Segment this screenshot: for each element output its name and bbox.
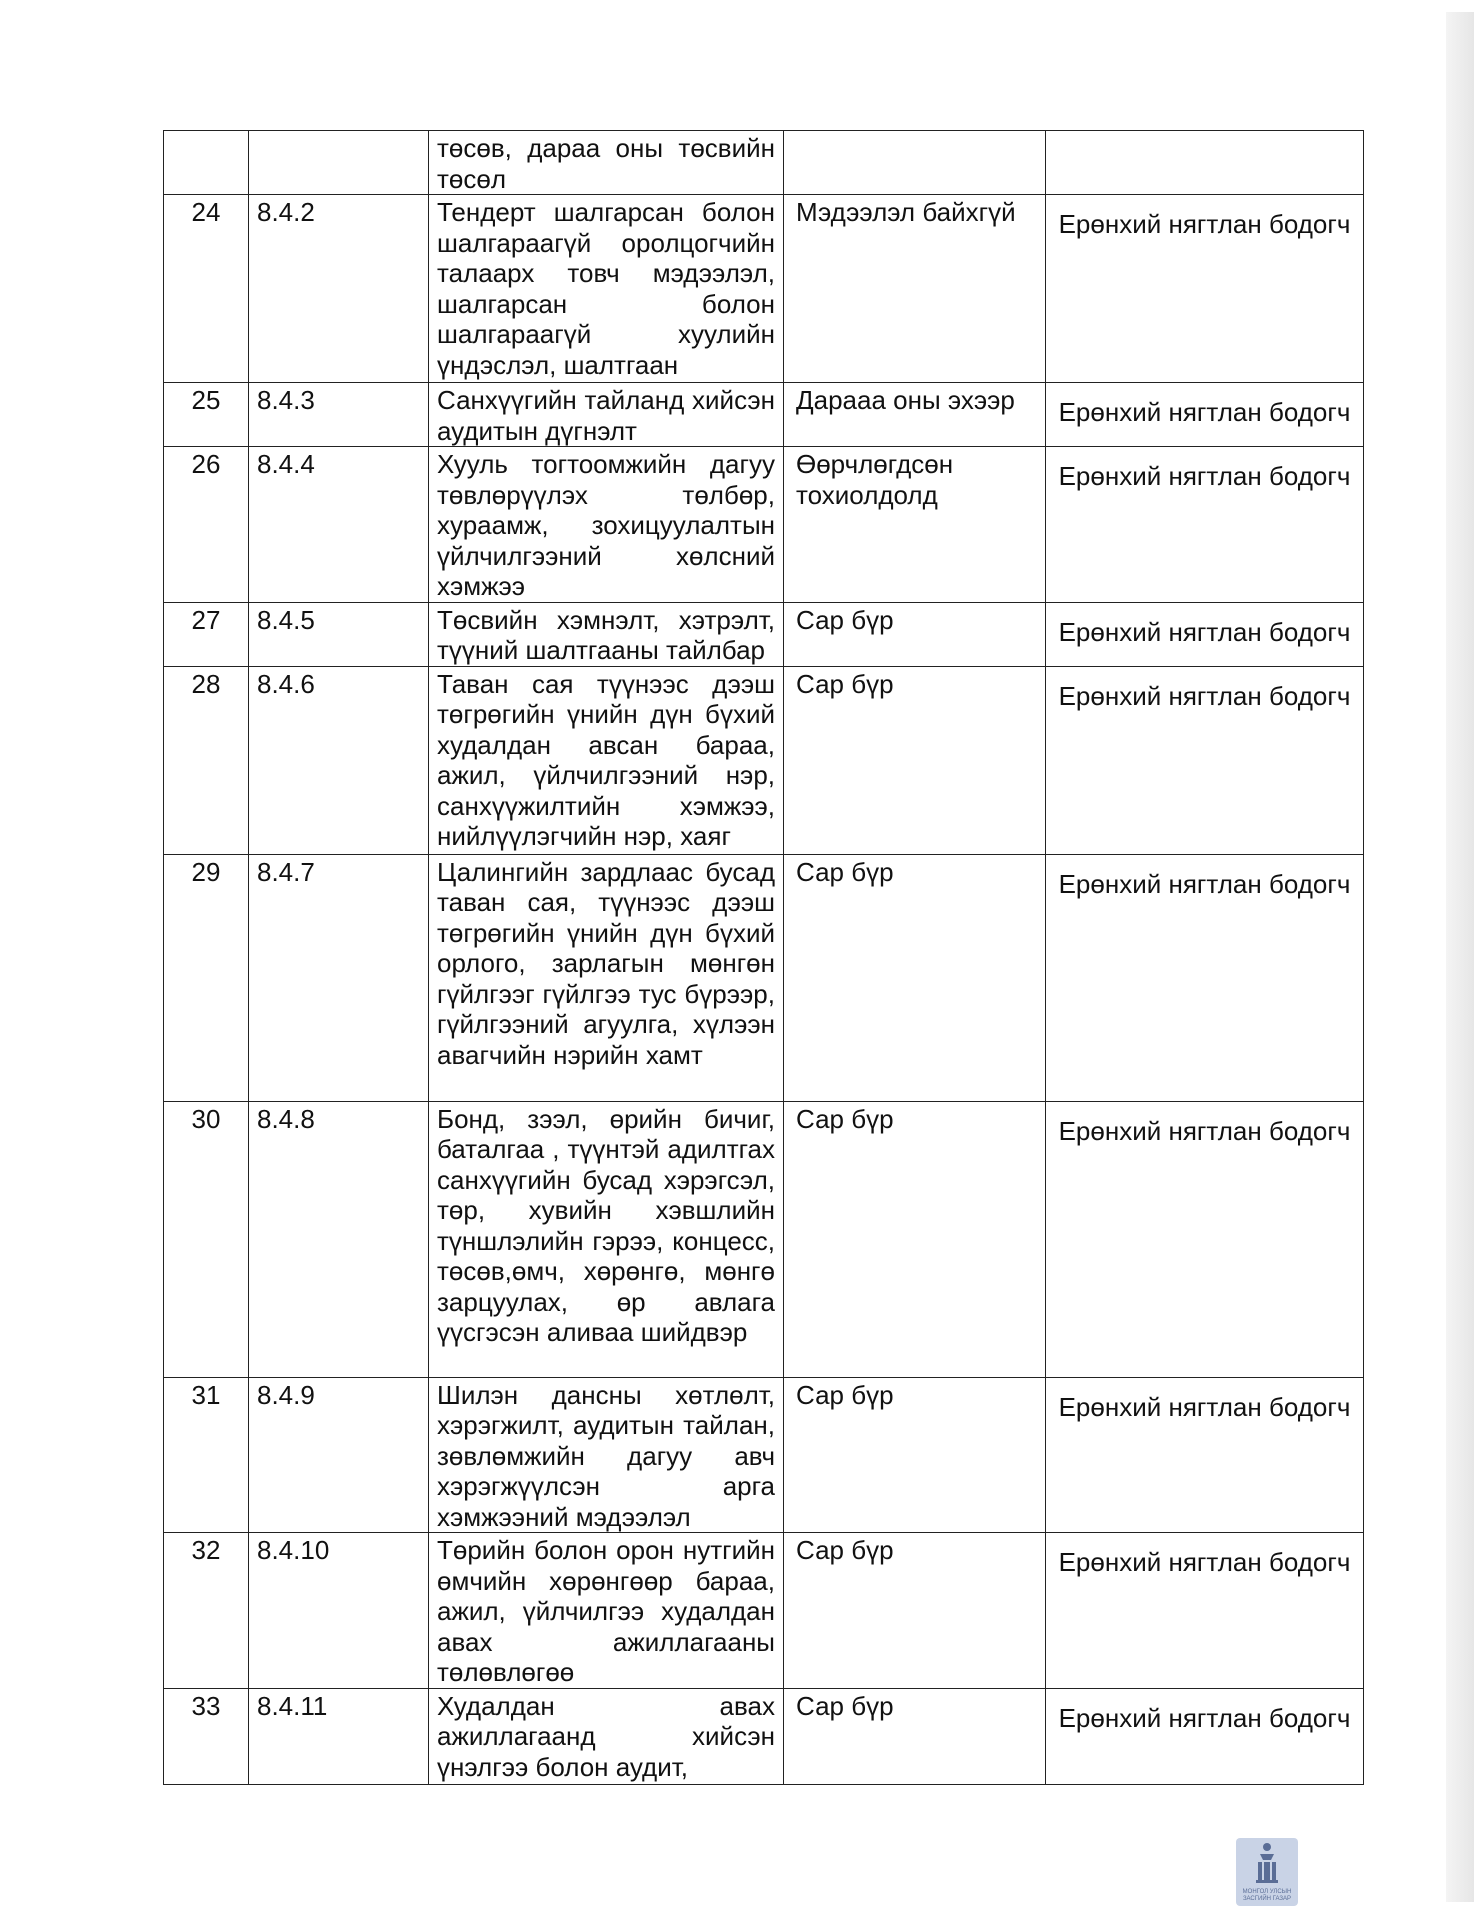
row-number: 31 (164, 1377, 249, 1533)
responsible-person: Ерөнхий нягтлан бодогч (1046, 666, 1364, 854)
frequency: Мэдээлэл байхгүй (784, 195, 1046, 383)
frequency: Сар бүр (784, 666, 1046, 854)
table-row (164, 1101, 1364, 1377)
item-description: Бонд, зээл, өрийн бичиг, баталгаа , түүнтэй адилтгах санхүүгийн бусад хэрэгсэл, төр, хувийн хэвшлийн түншлэлийн гэрээ, концесс, төсөв,өмч, хөрөнгө, мөнгө зарцуулах, өр авлага үүсгэсэн аливаа шийдвэр (429, 1101, 784, 1377)
table-row (164, 131, 1364, 195)
item-description: Санхүүгийн тайланд хийсэн аудитын дүгнэлт (429, 383, 784, 447)
item-description: Таван сая түүнээс дээш төгрөгийн үнийн дүн бүхий худалдан авсан бараа, ажил, үйлчилгээний нэр, санхүүжилтийн хэмжээ, нийлүүлэгчийн нэр, хаяг (429, 666, 784, 854)
responsible-person: Ерөнхий нягтлан бодогч (1046, 1533, 1364, 1689)
frequency: Сар бүр (784, 602, 1046, 666)
responsible-person: Ерөнхий нягтлан бодогч (1046, 602, 1364, 666)
row-number: 32 (164, 1533, 249, 1689)
item-description: Хууль тогтоомжийн дагуу төвлөрүүлэх төлбөр, хураамж, зохицуулалтын үйлчилгээний хөлсний хэмжээ (429, 447, 784, 603)
frequency: Сар бүр (784, 1533, 1046, 1689)
item-description: Тендерт шалгарсан болон шалгараагүй оролцогчийн талаарх товч мэдээлэл, шалгарсан болон шалгараагүй хуулийн үндэслэл, шалтгаан (429, 195, 784, 383)
article-code: 8.4.10 (249, 1533, 429, 1689)
row-number: 25 (164, 383, 249, 447)
article-code (249, 131, 429, 195)
article-code: 8.4.8 (249, 1101, 429, 1377)
frequency (784, 131, 1046, 195)
row-number: 27 (164, 602, 249, 666)
row-number: 33 (164, 1688, 249, 1784)
item-description: Цалингийн зардлаас бусад таван сая, түүнээс дээш төгрөгийн үнийн дүн бүхий орлого, зарлагын мөнгөн гүйлгээг гүйлгээ тус бүрээр, гүйлгээний агуулга, хүлээн авагчийн нэрийн хамт (429, 854, 784, 1101)
row-number: 30 (164, 1101, 249, 1377)
responsible-person: Ерөнхий нягтлан бодогч (1046, 447, 1364, 603)
frequency: Сар бүр (784, 1377, 1046, 1533)
article-code: 8.4.5 (249, 602, 429, 666)
article-code: 8.4.7 (249, 854, 429, 1101)
frequency: Сар бүр (784, 1101, 1046, 1377)
responsible-person: Ерөнхий нягтлан бодогч (1046, 1688, 1364, 1784)
responsible-person (1046, 131, 1364, 195)
table-row (164, 1533, 1364, 1689)
frequency: Дарааа оны эхээр (784, 383, 1046, 447)
table-row (164, 195, 1364, 383)
article-code: 8.4.3 (249, 383, 429, 447)
row-number: 24 (164, 195, 249, 383)
frequency: Сар бүр (784, 854, 1046, 1101)
disclosure-table (163, 130, 1364, 1785)
logo-text: МОНГОЛ УЛСЫН ЗАСГИЙН ГАЗАР (1242, 1889, 1292, 1902)
row-number (164, 131, 249, 195)
mongolian-emblem-icon (1236, 1838, 1298, 1886)
table-row (164, 383, 1364, 447)
item-description: төсөв, дараа оны төсвийн төсөл (429, 131, 784, 195)
item-description: Худалдан авах ажиллагаанд хийсэн үнэлгээ болон аудит, (429, 1688, 784, 1784)
article-code: 8.4.2 (249, 195, 429, 383)
table-row (164, 666, 1364, 854)
row-number: 26 (164, 447, 249, 603)
responsible-person: Ерөнхий нягтлан бодогч (1046, 1101, 1364, 1377)
table-row (164, 602, 1364, 666)
responsible-person: Ерөнхий нягтлан бодогч (1046, 195, 1364, 383)
item-description: Төрийн болон орон нутгийн өмчийн хөрөнгөөр бараа, ажил, үйлчилгээ худалдан авах ажиллагааны төлөвлөгөө (429, 1533, 784, 1689)
row-number: 28 (164, 666, 249, 854)
government-logo (1236, 1838, 1298, 1906)
table-row (164, 447, 1364, 603)
responsible-person: Ерөнхий нягтлан бодогч (1046, 383, 1364, 447)
article-code: 8.4.11 (249, 1688, 429, 1784)
table-row (164, 854, 1364, 1101)
item-description: Төсвийн хэмнэлт, хэтрэлт, түүний шалтгааны тайлбар (429, 602, 784, 666)
article-code: 8.4.6 (249, 666, 429, 854)
article-code: 8.4.9 (249, 1377, 429, 1533)
responsible-person: Ерөнхий нягтлан бодогч (1046, 854, 1364, 1101)
item-description: Шилэн дансны хөтлөлт, хэрэгжилт, аудитын тайлан, зөвлөмжийн дагуу авч хэрэгжүүлсэн арга хэмжээний мэдээлэл (429, 1377, 784, 1533)
responsible-person: Ерөнхий нягтлан бодогч (1046, 1377, 1364, 1533)
row-number: 29 (164, 854, 249, 1101)
table-row (164, 1688, 1364, 1784)
frequency: Өөрчлөгдсөн тохиолдолд (784, 447, 1046, 603)
table-row (164, 1377, 1364, 1533)
frequency: Сар бүр (784, 1688, 1046, 1784)
article-code: 8.4.4 (249, 447, 429, 603)
page-edge-shadow (1446, 12, 1474, 1902)
